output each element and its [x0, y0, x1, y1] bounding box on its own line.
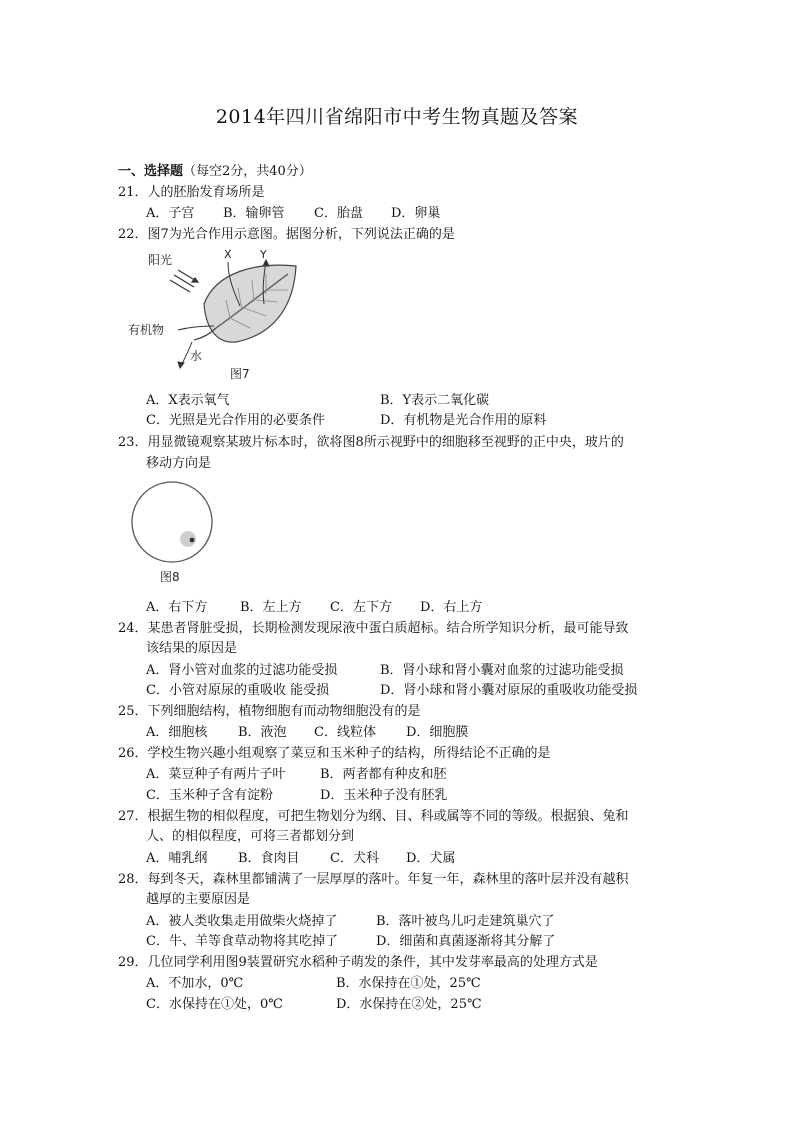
fig7-water-label: 水: [190, 349, 203, 363]
q27-stem-line1: 27．根据生物的相似程度，可把生物划分为纲、目、科或属等不同的等级。根据狼、兔和: [118, 809, 629, 824]
q26-stem: 26．学校生物兴趣小组观察了菜豆和玉米种子的结构，所得结论不正确的是: [118, 746, 551, 761]
q29-stem: 29．几位同学利用图9装置研究水稻种子萌发的条件，其中发芽率最高的处理方式是: [118, 955, 598, 970]
q21-option-a: A．子宫: [146, 206, 195, 221]
q28-option-b: B．落叶被鸟儿叼走建筑巢穴了: [376, 914, 555, 929]
q22-option-b: B．Y表示二氧化碳: [380, 393, 490, 408]
q28-stem-line1: 28．每到冬天，森林里都铺满了一层厚厚的落叶。年复一年，森林里的落叶层并没有越积: [118, 872, 629, 887]
fig7-y-label: Y: [260, 248, 267, 261]
q21-option-b: B．输卵管: [223, 206, 285, 221]
fig7-sunlight-arrows: [170, 270, 198, 292]
fig8-caption: 图8: [160, 570, 180, 584]
q26-option-d: D．玉米种子没有胚乳: [320, 788, 448, 803]
field-of-view-circle: [132, 482, 212, 562]
fig7-sunlight-label: 阳光: [148, 253, 173, 267]
q25-option-a: A．细胞核: [146, 725, 208, 740]
q25-stem: 25．下列细胞结构，植物细胞有而动物细胞没有的是: [118, 704, 421, 719]
q28-stem-line2: 越厚的主要原因是: [146, 892, 251, 907]
q22-stem: 22．图7为光合作用示意图。据图分析，下列说法正确的是: [118, 227, 455, 242]
q22-option-d: D．有机物是光合作用的原料: [380, 413, 547, 428]
q25-option-d: D．细胞膜: [406, 725, 469, 740]
q23-stem-line1: 23．用显微镜观察某玻片标本时，欲将图8所示视野中的细胞移至视野的正中央，玻片的: [118, 435, 624, 450]
fig7-caption: 图7: [230, 367, 250, 381]
q27-stem-line2: 人、的相似程度，可将三者都划分到: [146, 829, 355, 844]
section-score-note: （每空2分，共40分）: [183, 164, 312, 179]
figure-7-photosynthesis: [126, 244, 302, 384]
q26-option-a: A．菜豆种子有两片子叶: [146, 767, 286, 782]
q23-option-d: D．右上方: [420, 600, 483, 615]
q22-option-a: A．X表示氧气: [146, 393, 230, 408]
q26-option-c: C．玉米种子含有淀粉: [146, 788, 273, 803]
q23-option-b: B．左上方: [240, 600, 302, 615]
cell-nucleus: [190, 538, 195, 543]
page-title: 2014年四川省绵阳市中考生物真题及答案: [215, 106, 579, 128]
q21-option-d: D．卵巢: [391, 206, 441, 221]
q28-option-c: C．牛、羊等食草动物将其吃掉了: [146, 934, 338, 949]
leaf-icon: [194, 265, 296, 342]
q23-option-a: A．右下方: [146, 600, 208, 615]
section-heading: [118, 163, 312, 181]
q24-stem-line2: 该结果的原因是: [146, 641, 238, 656]
q24-option-b: B．肾小球和肾小囊对血浆的过滤功能受损: [380, 663, 624, 678]
q24-option-c: C．小管对原尿的重吸收 能受损: [146, 683, 330, 698]
q28-option-a: A．被人类收集走用做柴火烧掉了: [146, 914, 338, 929]
q24-stem-line1: 24．某患者肾脏受损，长期检测发现尿液中蛋白质超标。结合所学知识分析，最可能导致: [118, 621, 629, 636]
q27-option-d: D．犬属: [406, 851, 456, 866]
q23-stem-line2: 移动方向是: [146, 456, 212, 471]
q29-option-b: B．水保持在①处，25℃: [336, 976, 481, 991]
q25-option-b: B．液泡: [238, 725, 287, 740]
q27-option-c: C．犬科: [330, 851, 379, 866]
q26-option-b: B．两者都有种皮和胚: [320, 767, 447, 782]
q29-option-a: A．不加水，0℃: [146, 976, 244, 991]
q28-option-d: D．细菌和真菌逐渐将其分解了: [376, 934, 556, 949]
q21-option-c: C．胎盘: [314, 206, 363, 221]
fig7-x-label: X: [224, 248, 232, 261]
q25-option-c: C．线粒体: [314, 725, 376, 740]
q27-option-a: A．哺乳纲: [146, 851, 208, 866]
section-heading-label: 一、选择题: [118, 164, 184, 179]
q29-option-c: C．水保持在①处，0℃: [146, 997, 283, 1012]
q22-option-c: C．光照是光合作用的必要条件: [146, 413, 325, 428]
q27-option-b: B．食肉目: [238, 851, 300, 866]
q29-option-d: D．水保持在②处，25℃: [336, 997, 482, 1012]
figure-8-microscope-field: [128, 480, 220, 586]
q23-option-c: C．左下方: [330, 600, 392, 615]
fig7-organic-label: 有机物: [128, 323, 165, 337]
q21-stem: 21．人的胚胎发育场所是: [118, 185, 265, 200]
q24-option-a: A．肾小管对血浆的过滤功能受损: [146, 663, 338, 678]
q24-option-d: D．肾小球和肾小囊对原尿的重吸收功能受损: [380, 683, 638, 698]
